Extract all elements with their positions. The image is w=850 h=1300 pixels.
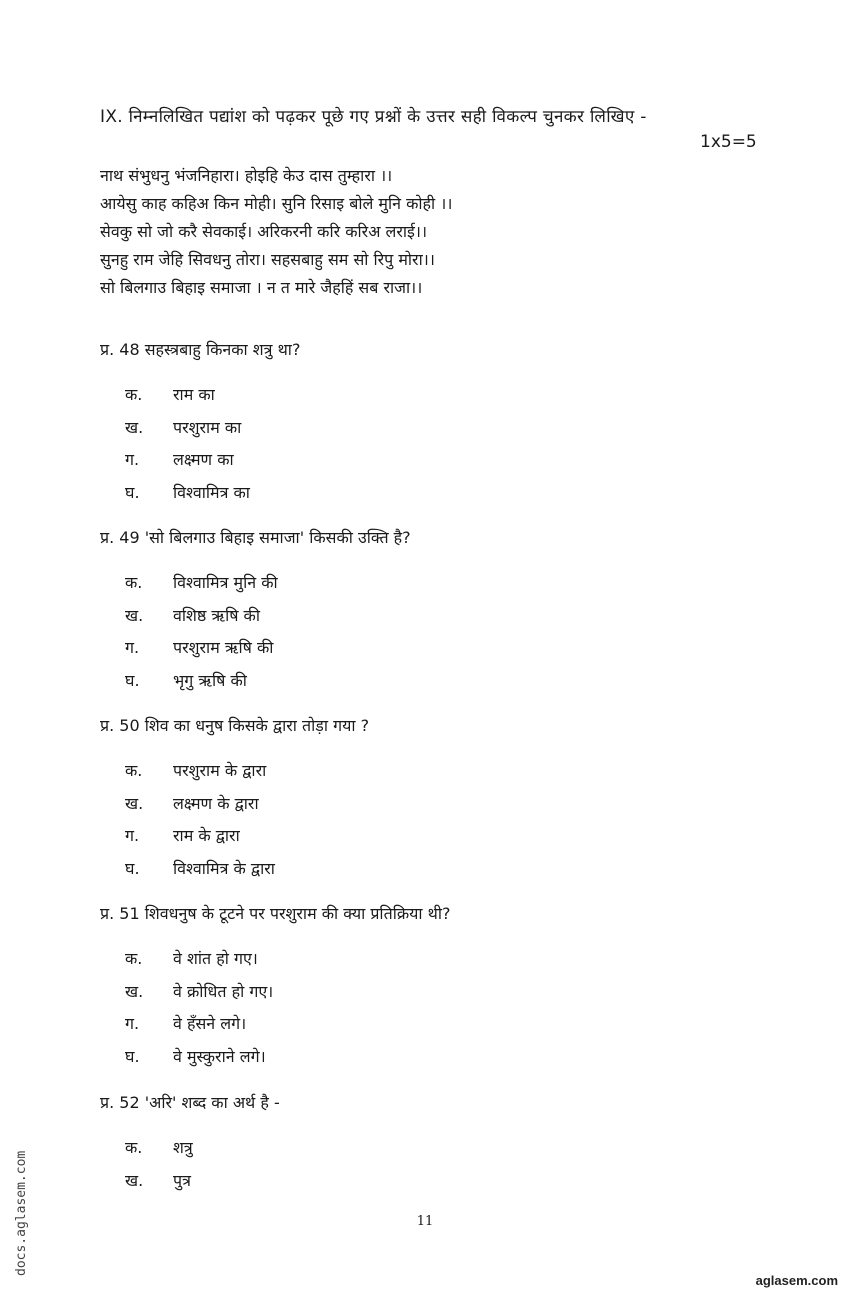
option-letter: ख. — [125, 1170, 144, 1190]
options-50 — [125, 759, 275, 889]
option — [125, 448, 250, 481]
option-letter: ग. — [125, 1014, 140, 1033]
verse-line: नाथ संभुधनु भंजनिहारा। होइहि केउ दास तुम्हारा ।। — [100, 166, 393, 185]
option-text: वे हँसने लगे। — [173, 1014, 247, 1033]
option-letter: घ. — [125, 482, 140, 502]
option-letter: क. — [125, 949, 143, 968]
option — [125, 416, 250, 449]
option-letter: घ. — [125, 670, 140, 690]
option — [125, 759, 275, 792]
option-text: विश्वामित्र मुनि की — [173, 573, 278, 592]
option — [125, 636, 278, 669]
option-letter: ग. — [125, 450, 140, 469]
option-text: परशुराम के द्वारा — [173, 761, 267, 780]
option — [125, 604, 278, 637]
option-text: लक्ष्मण के द्वारा — [173, 793, 259, 813]
option — [125, 1136, 193, 1169]
options-51 — [125, 947, 273, 1077]
option-text: परशुराम का — [173, 417, 242, 437]
option-text: राम का — [173, 385, 215, 404]
option-letter: क. — [125, 761, 143, 780]
option — [125, 1169, 193, 1202]
page-number: 11 — [416, 1214, 434, 1229]
option-letter: क. — [125, 573, 143, 592]
option — [125, 669, 278, 702]
option — [125, 824, 275, 857]
option-letter: क. — [125, 1138, 143, 1157]
verse-line: आयेसु काह कहिअ किन मोही। सुनि रिसाइ बोले मुनि कोही ।। — [100, 194, 453, 213]
option-text: राम के द्वारा — [173, 826, 240, 845]
option-letter: ख. — [125, 417, 144, 437]
option-text: भृगु ऋषि की — [173, 670, 247, 690]
question-48: प्र. 48 सहस्त्रबाहु किनका शत्रु था? — [100, 340, 301, 359]
verse-block — [100, 162, 452, 302]
option-text: लक्ष्मण का — [173, 450, 234, 469]
option-letter: घ. — [125, 1046, 140, 1066]
option — [125, 571, 278, 604]
option — [125, 857, 275, 890]
option-letter: ख. — [125, 793, 144, 813]
option-text: पुत्र — [173, 1170, 191, 1190]
option — [125, 1045, 273, 1078]
option — [125, 383, 250, 416]
question-49: प्र. 49 'सो बिलगाउ बिहाइ समाजा' किसकी उक्ति है? — [100, 528, 411, 547]
option — [125, 947, 273, 980]
option-letter: ग. — [125, 826, 140, 845]
question-51: प्र. 51 शिवधनुष के टूटने पर परशुराम की क्या प्रतिक्रिया थी? — [100, 904, 451, 923]
options-49 — [125, 571, 278, 701]
option-text: वे मुस्कुराने लगे। — [173, 1046, 266, 1066]
side-watermark: docs.aglasem.com — [14, 1150, 29, 1276]
section-heading: IX. निम्नलिखित पद्यांश को पढ़कर पूछे गए प्रश्नों के उत्तर सही विकल्प चुनकर लिखिए - — [100, 107, 647, 127]
option — [125, 481, 250, 514]
option-text: परशुराम ऋषि की — [173, 638, 274, 657]
option-letter: ख. — [125, 981, 144, 1001]
question-50: प्र. 50 शिव का धनुष किसके द्वारा तोड़ा गया ? — [100, 716, 370, 735]
verse-line: सुनहु राम जेहि सिवधनु तोरा। सहसबाहु सम सो रिपु मोरा।। — [100, 250, 435, 269]
options-52 — [125, 1136, 193, 1201]
option — [125, 792, 275, 825]
option-text: वे क्रोधित हो गए। — [173, 981, 274, 1001]
option — [125, 1012, 273, 1045]
option-letter: घ. — [125, 858, 140, 878]
verse-line: सो बिलगाउ बिहाइ समाजा । न त मारे जैहहिं सब राजा।। — [100, 278, 423, 297]
option-text: वशिष्ठ ऋषि की — [173, 605, 260, 625]
option-text: विश्वामित्र का — [173, 482, 250, 502]
verse-line: सेवकु सो जो करै सेवकाई। अरिकरनी करि करिअ लराई।। — [100, 222, 428, 241]
brand-label: aglasem.com — [755, 1273, 838, 1288]
option-letter: ख. — [125, 605, 144, 625]
option-letter: क. — [125, 385, 143, 404]
option-text: विश्वामित्र के द्वारा — [173, 858, 275, 878]
marks-label: 1x5=5 — [700, 132, 757, 152]
options-48 — [125, 383, 250, 513]
option — [125, 980, 273, 1013]
option-letter: ग. — [125, 638, 140, 657]
question-52: प्र. 52 'अरि' शब्द का अर्थ है - — [100, 1093, 280, 1112]
option-text: शत्रु — [173, 1138, 193, 1157]
option-text: वे शांत हो गए। — [173, 949, 258, 968]
